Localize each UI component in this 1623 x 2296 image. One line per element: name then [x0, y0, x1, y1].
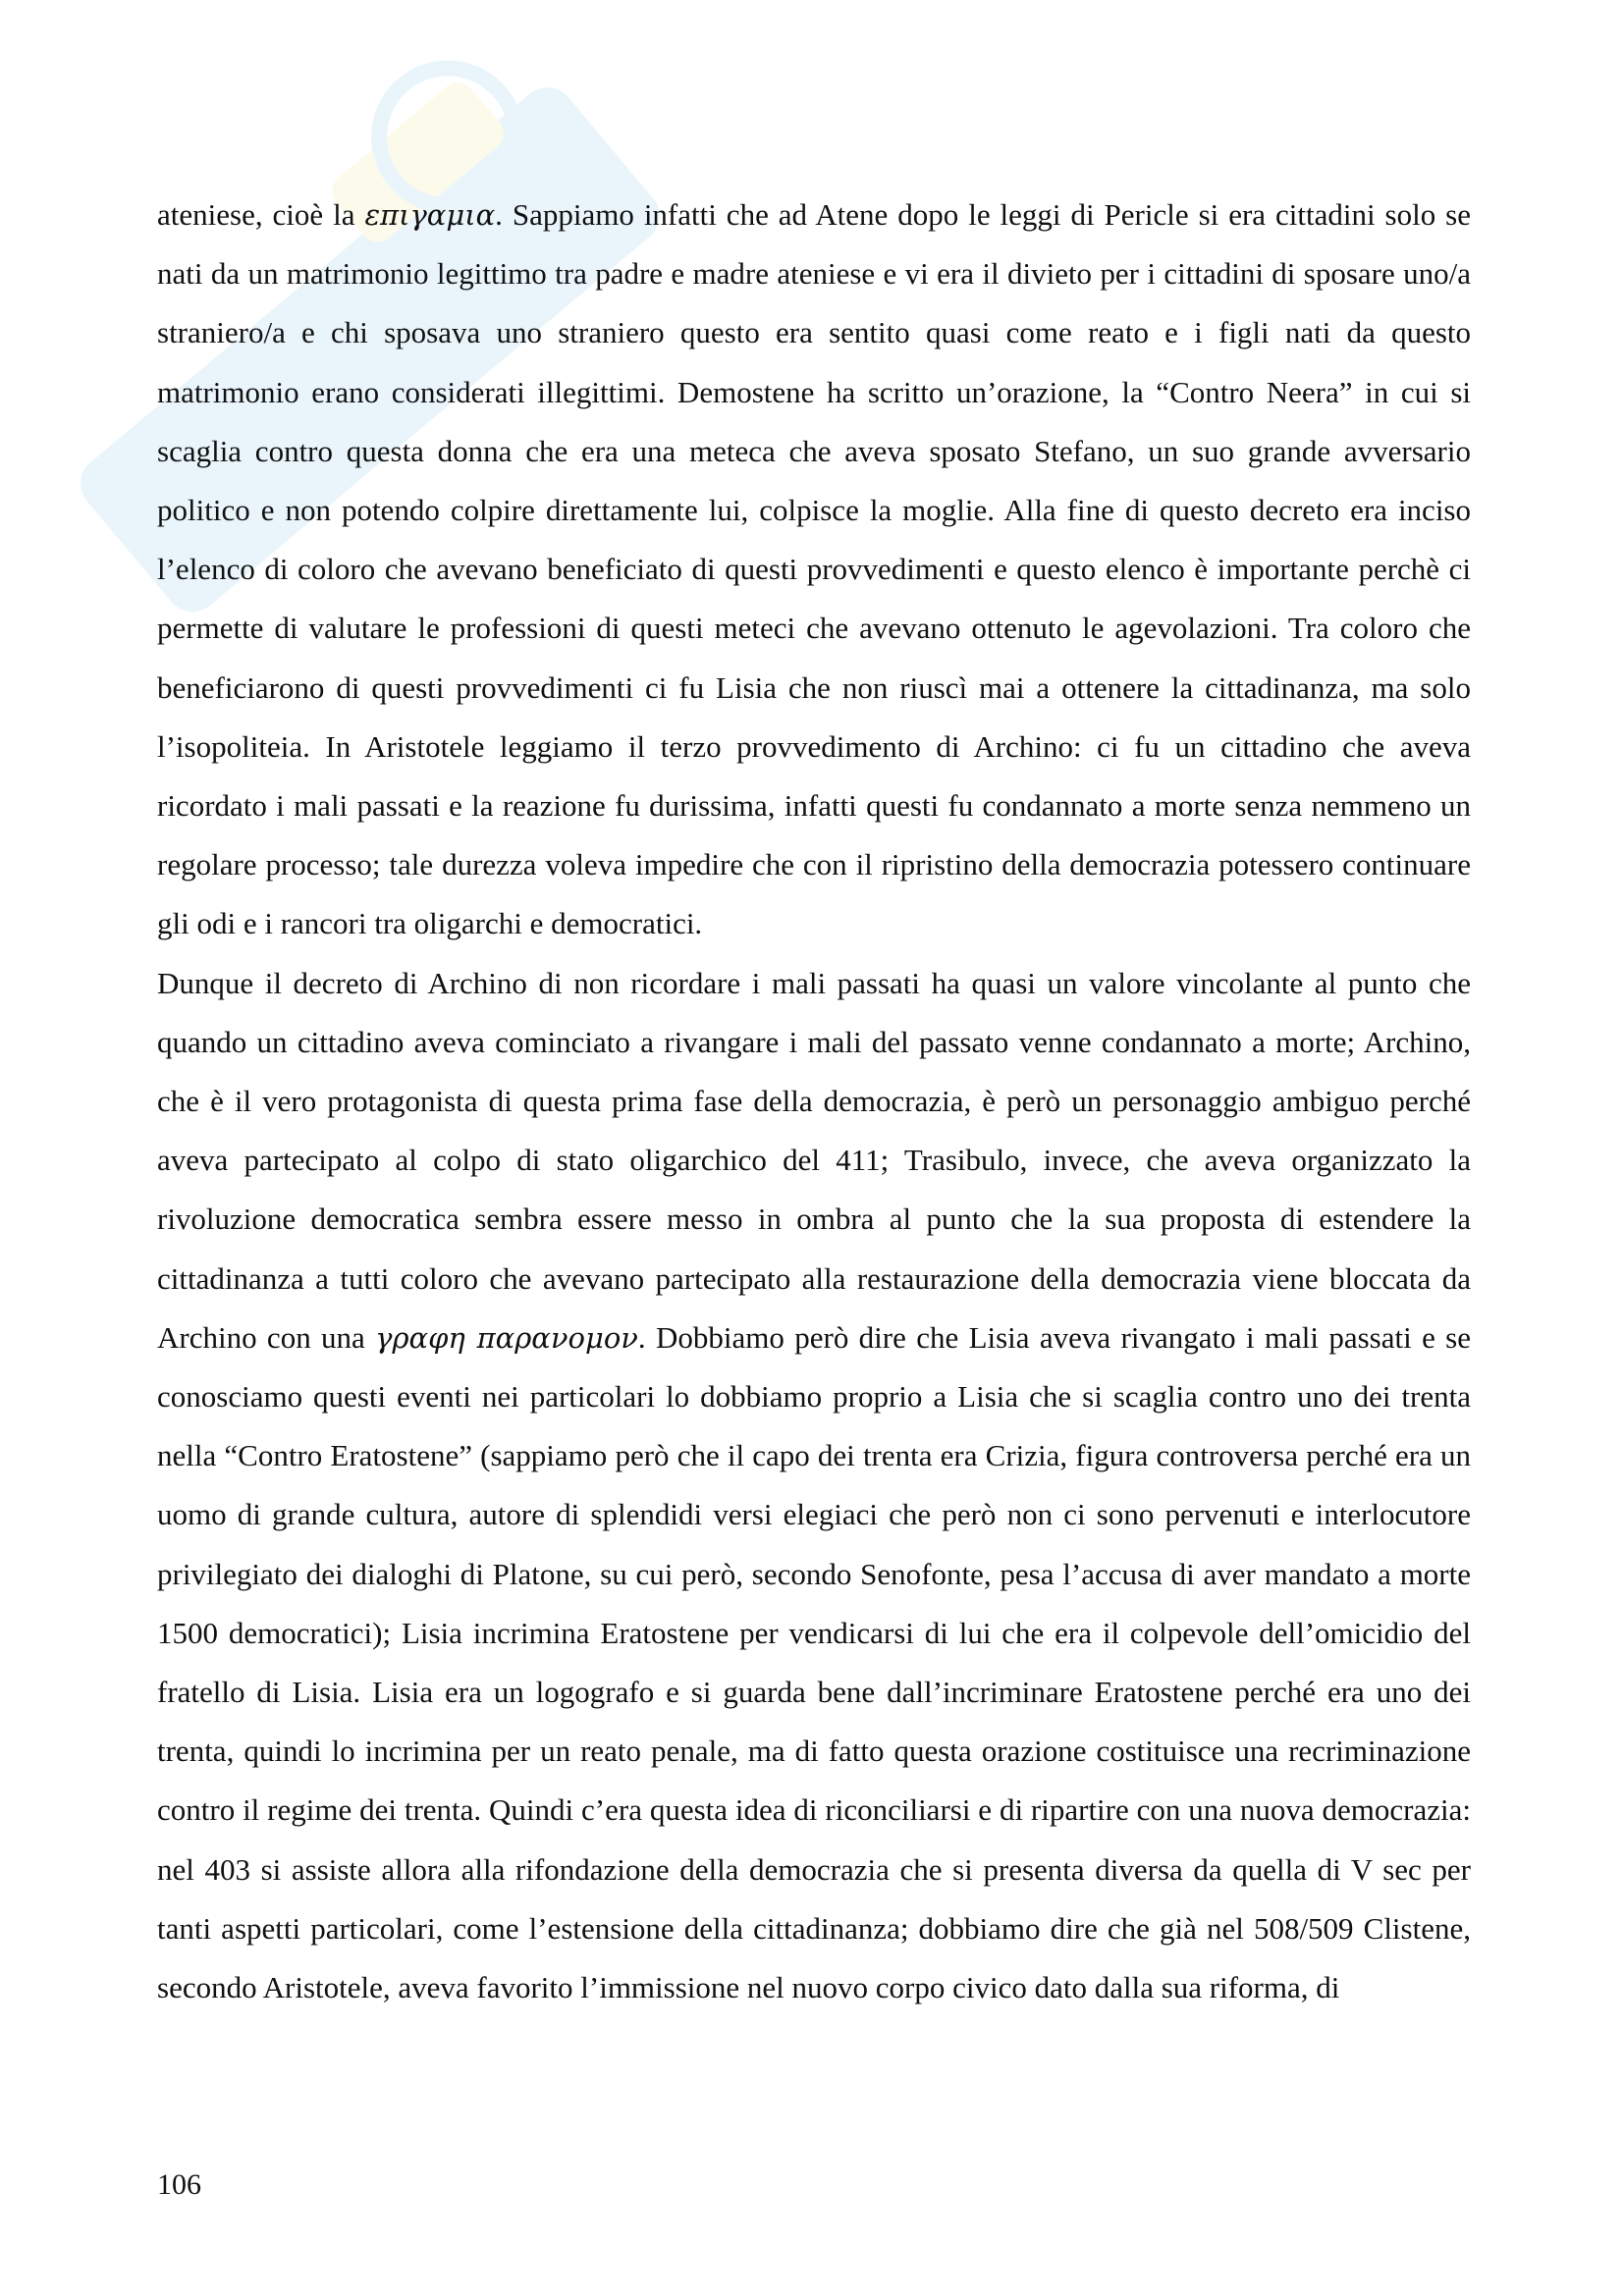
- text-run: ateniese, cioè la: [157, 197, 365, 232]
- greek-term-graphe-paranomon: γραφη παρανομον: [375, 1320, 638, 1355]
- paragraph-1: [157, 186, 1471, 954]
- document-body: [157, 186, 1471, 2017]
- page-number: 106: [157, 2168, 201, 2201]
- text-run: . Dobbiamo però dire che Lisia aveva rivangato i mali passati e se conosciamo questi eventi nei particolari lo dobbiamo proprio a Lisia che si scaglia contro uno dei trenta nella “Contro Eratostene” (sappiamo però che il capo dei trenta era Crizia, figura controversa perché era un uomo di grande cultura, autore di splendidi versi elegiaci che però non ci sono pervenuti e interlocutore privilegiato dei dialoghi di Platone, su cui però, secondo Senofonte, pesa l’accusa di aver mandato a morte 1500 democratici); Lisia incrimina Eratostene per vendicarsi di lui che era il colpevole dell’omicidio del fratello di Lisia. Lisia era un logografo e si guarda bene dall’incriminare Eratostene perché era uno dei trenta, quindi lo incrimina per un reato penale, ma di fatto questa orazione costituisce una recriminazione contro il regime dei trenta. Quindi c’era questa idea di riconciliarsi e di ripartire con una nuova democrazia: nel 403 si assiste allora alla rifondazione della democrazia che si presenta diversa da quella di V sec per tanti aspetti particolari, come l’estensione della cittadinanza; dobbiamo dire che già nel 508/509 Clistene, secondo Aristotele, aveva favorito l’immissione nel nuovo corpo civico dato dalla sua riforma, di: [157, 1319, 1471, 2005]
- paragraph-2: [157, 954, 1471, 2018]
- text-run: . Sappiamo infatti che ad Atene dopo le leggi di Pericle si era cittadini solo se nati da un matrimonio legittimo tra padre e madre ateniese e vi era il divieto per i cittadini di sposare uno/a straniero/a e chi sposava uno straniero questo era sentito quasi come reato e i figli nati da questo matrimonio erano considerati illegittimi. Demostene ha scritto un’orazione, la “Contro Neera” in cui si scaglia contro questa donna che era una meteca che aveva sposato Stefano, un suo grande avversario politico e non potendo colpire direttamente lui, colpisce la moglie. Alla fine di questo decreto era inciso l’elenco di coloro che avevano beneficiato di questi provvedimenti e questo elenco è importante perchè ci permette di valutare le professioni di questi meteci che avevano ottenuto le agevolazioni. Tra coloro che beneficiarono di questi provvedimenti ci fu Lisia che non riuscì mai a ottenere la cittadinanza, ma solo l’isopoliteia. In Aristotele leggiamo il terzo provvedimento di Archino: ci fu un cittadino che aveva ricordato i mali passati e la reazione fu durissima, infatti questi fu condannato a morte senza nemmeno un regolare processo; tale durezza voleva impedire che con il ripristino della democrazia potessero continuare gli odi e i rancori tra oligarchi e democratici.: [157, 197, 1471, 941]
- text-run: Dunque il decreto di Archino di non ricordare i mali passati ha quasi un valore vincolante al punto che quando un cittadino aveva cominciato a rivangare i mali del passato venne condannato a morte; Archino, che è il vero protagonista di questa prima fase della democrazia, è però un personaggio ambiguo perché aveva partecipato al colpo di stato oligarchico del 411; Trasibulo, invece, che aveva organizzato la rivoluzione democratica sembra essere messo in ombra al punto che la sua proposta di estendere la cittadinanza a tutti coloro che avevano partecipato alla restaurazione della democrazia viene bloccata da Archino con una: [157, 965, 1471, 1355]
- greek-term-epigamia: επιγαμια: [364, 198, 496, 232]
